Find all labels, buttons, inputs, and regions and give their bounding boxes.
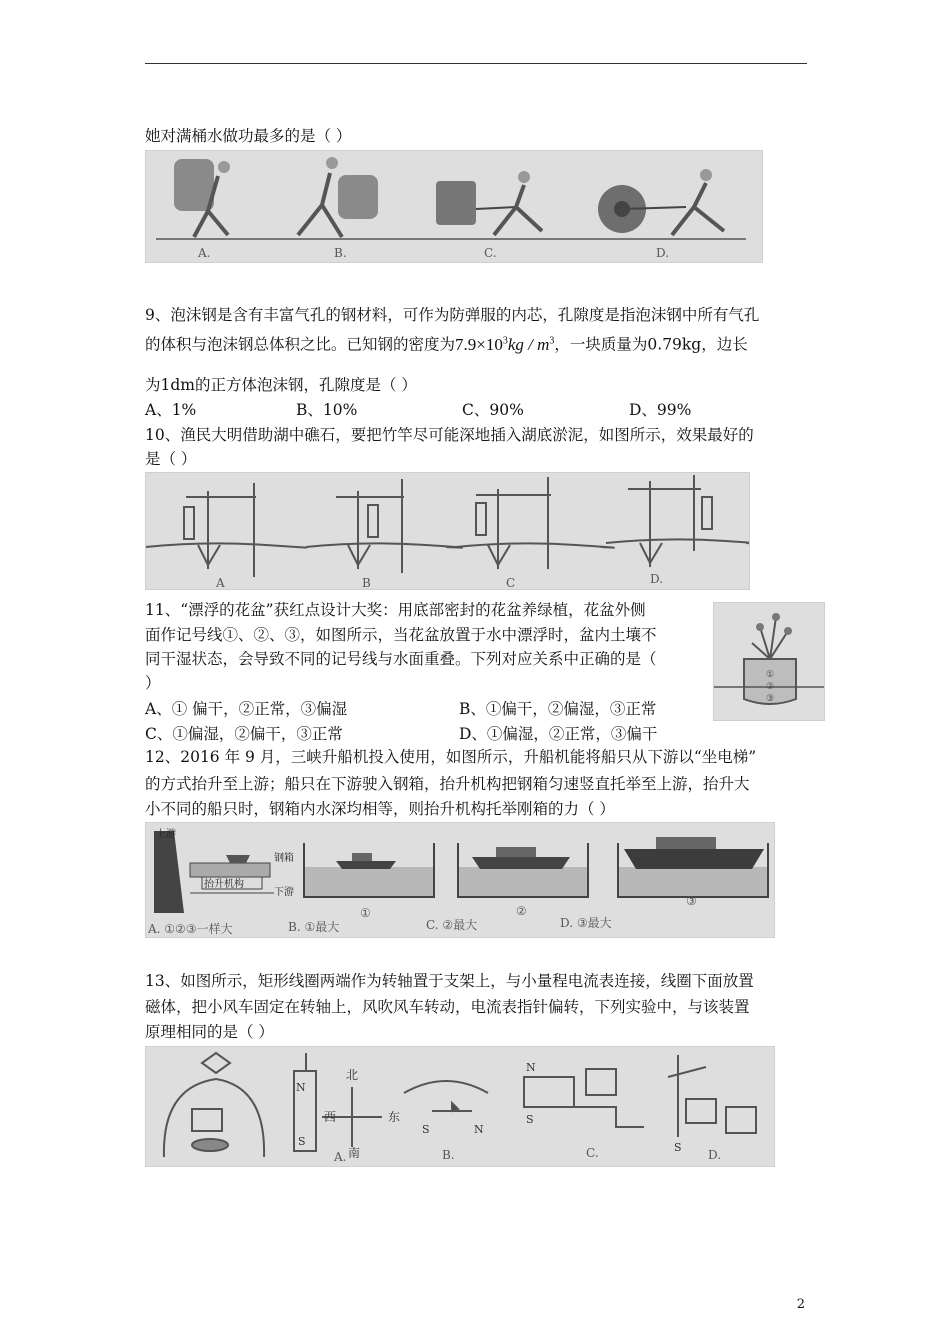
q12-ship-lift-figure	[145, 822, 775, 938]
page-number: 2	[796, 1297, 805, 1312]
q11-option-b: B、①偏干，②偏湿，③正常	[459, 700, 657, 718]
q9-option-d: D、99%	[629, 401, 692, 419]
label-upstream: 上游	[156, 829, 176, 840]
q13-label-a: A.	[334, 1150, 347, 1164]
q12-line1: 12、2016 年 9 月，三峡升船机投入使用，如图所示，升船机能将船只从下游以“坐电梯”	[145, 748, 757, 766]
q12-ship-2-label: ②	[516, 904, 527, 918]
label-north: 北	[346, 1068, 359, 1082]
q13-figure	[145, 1046, 775, 1167]
q13-label-d: D.	[708, 1148, 722, 1162]
q12-line3: 小不同的船只时，钢箱内水深均相等，则抬升机构托举刚箱的力（ ）	[145, 800, 615, 818]
q10-label-b: B	[362, 576, 371, 589]
q11-option-c: C、①偏湿，②偏干，③正常	[145, 725, 343, 743]
q10-line2: 是（ ）	[145, 450, 197, 468]
q9-option-c: C、90%	[462, 401, 524, 419]
q8-label-b: B.	[334, 246, 347, 260]
q13-c-S: S	[526, 1113, 534, 1126]
pot-mark-3: ③	[766, 694, 775, 704]
q13-b-N: N	[474, 1123, 484, 1136]
q11-line4: ）	[145, 674, 161, 692]
label-east: 东	[388, 1110, 401, 1124]
q12-fig-option-b: B. ①最大	[288, 920, 340, 934]
q13-b-S: S	[422, 1123, 430, 1136]
q12-fig-option-d: D. ③最大	[560, 916, 612, 930]
q13-c-N: N	[526, 1061, 536, 1074]
q10-label-a: A	[216, 576, 225, 589]
q13-line1: 13、如图所示，矩形线圈两端作为转轴置于支架上，与小量程电流表连接，线圈下面放置	[145, 972, 754, 990]
q13-line3: 原理相同的是（ ）	[145, 1023, 274, 1041]
q10-figure	[145, 472, 750, 590]
q11-option-a: A、① 偏干，②正常，③偏湿	[145, 700, 348, 718]
q8-label-d: D.	[656, 246, 670, 260]
q9-option-b: B、10%	[296, 401, 358, 419]
q10-line1: 10、渔民大明借助湖中礁石，要把竹竿尽可能深地插入湖底淤泥，如图所示，效果最好的	[145, 426, 754, 444]
q8-figure	[145, 150, 763, 263]
q11-flowerpot-figure	[713, 602, 825, 721]
q12-ship-3-label: ③	[686, 894, 697, 908]
pot-mark-1: ①	[766, 670, 775, 680]
label-downstream: 下游	[274, 887, 294, 898]
q12-fig-option-a: A. ①②③一样大	[148, 922, 233, 936]
header-rule	[145, 63, 807, 64]
q11-line3: 同干湿状态，会导致不同的记号线与水面重叠。下列对应关系中正确的是（	[145, 650, 657, 668]
label-steel-box: 钢箱	[274, 853, 294, 864]
q13-a-S: S	[298, 1135, 306, 1148]
q13-line2: 磁体，把小风车固定在转轴上，风吹风车转动，电流表指针偏转，下列实验中，与该装置	[145, 998, 750, 1016]
q8-label-c: C.	[484, 246, 497, 260]
steel-density-formula: $7.9\times 10^3kg / m^3$	[455, 334, 555, 354]
q10-label-d: D.	[650, 572, 664, 586]
pot-mark-2: ②	[766, 682, 775, 692]
q12-line2: 的方式抬升至上游；船只在下游驶入钢箱，抬升机构把钢箱匀速竖直托举至上游，抬升大	[145, 775, 750, 793]
q8-tail: 她对满桶水做功最多的是（ ）	[145, 127, 352, 145]
q13-a-N: N	[296, 1081, 306, 1094]
q13-label-c: C.	[586, 1146, 599, 1160]
q9-line2-pre: 的体积与泡沫钢总体积之比。已知钢的密度为	[145, 335, 456, 354]
q12-ship-1-label: ①	[360, 906, 371, 920]
label-lift-mechanism: 抬升机构	[204, 879, 244, 890]
q10-label-c: C	[506, 576, 516, 589]
label-west: 西	[324, 1110, 337, 1124]
q11-line2: 面作记号线①、②、③，如图所示，当花盆放置于水中漂浮时，盆内土壤不	[145, 626, 657, 644]
q9-line1: 9、泡沫钢是含有丰富气孔的钢材料，可作为防弹服的内芯，孔隙度是指泡沫钢中所有气孔	[145, 306, 760, 324]
q9-line3: 为1dm的正方体泡沫钢，孔隙度是（ ）	[145, 376, 417, 394]
q9-line2	[145, 330, 748, 356]
q9-line2-post: ，一块质量为0.79kg，边长	[554, 335, 748, 354]
q11-option-d: D、①偏湿，②正常，③偏干	[459, 725, 658, 743]
q13-d-S: S	[674, 1141, 682, 1154]
q13-label-b: B.	[442, 1148, 455, 1162]
q12-fig-option-c: C. ②最大	[426, 918, 478, 932]
q8-label-a: A.	[198, 246, 211, 260]
q9-option-a: A、1%	[145, 401, 197, 419]
label-south: 南	[348, 1146, 361, 1160]
q11-line1: 11、“漂浮的花盆”获红点设计大奖：用底部密封的花盆养绿植，花盆外侧	[145, 601, 646, 619]
